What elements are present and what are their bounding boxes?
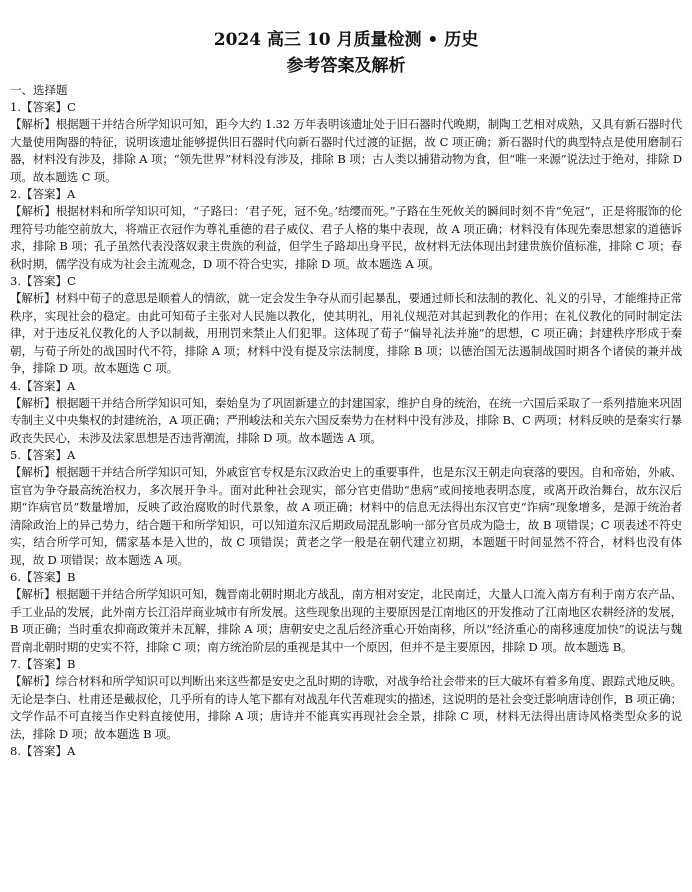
answer-line: 3.【答案】C (10, 274, 76, 288)
page-subtitle: 参考答案及解析 (286, 56, 406, 76)
answer-line: 6.【答案】B (10, 570, 76, 584)
question-3 (10, 273, 682, 378)
answer-line: 4.【答案】A (10, 378, 76, 393)
question-6 (10, 569, 682, 656)
question-7 (10, 656, 682, 743)
answer-line: 7.【答案】B (10, 657, 76, 671)
explanation-paragraph: 【解析】根据题干并结合所学知识可知，距今大约 1.32 万年表明该遗址处于旧石器时代晚期，制陶工艺相对成熟，又具有新石器时代大量使用陶器的特征，说明该遗址能够提供旧石器时代向新石器时代过渡的证据，故 C 项正确；新石器时代的典型特点是使用磨制石器，材料没有涉及，排除 A 项；“领先世界”材料没有涉及，排除 B 项；古人类以捕猎动物为食，但“唯一来源”说法过于绝对，排除 D 项。故本题选 C 项。 (10, 117, 682, 184)
explanation-paragraph: 【解析】根据材料和所学知识可知，“子路曰：‘君子死，冠不免。’结缨而死。”子路在生死攸关的瞬间时刻不肯“免冠”，正是将服饰的伦理符号功能空前放大，将端正衣冠作为尊礼重德的君子威仪、君子人格的集中表现，故 A 项正确；材料没有体现先秦思想家的道德诉求，排除 B 项；孔子虽然代表没落奴隶主贵族的利益，但学生子路却出身平民，故材料无法体现出封建贵族价值标准，排除 C 项；春秋时期，儒学没有成为社会主流观念，D 项不符合史实，排除 D 项。故本题选 A 项。 (10, 204, 682, 271)
section-title: 一、选择题 (10, 83, 68, 97)
page-title: 2024 高三 10 月质量检测 • 历史 (213, 30, 479, 50)
answer-line: 2.【答案】A (10, 187, 76, 201)
question-4 (10, 378, 682, 448)
answer-line: 1.【答案】C (10, 100, 76, 114)
explanation-paragraph: 【解析】根据题干并结合所学知识可知，秦始皇为了巩固新建立的封建国家，维护自身的统治，在统一六国后采取了一系列措施来巩固专制主义中央集权的封建统治，A 项正确；严刑峻法和关东六国反秦势力在材料中没有涉及，排除 B、C 两项；材料反映的是秦实行暴政丧失民心，未涉及法家思想是否违背潮流，排除 D 项。故本题选 A 项。 (10, 395, 682, 445)
question-5 (10, 447, 682, 569)
answer-line: 8.【答案】A (10, 744, 76, 758)
question-1 (10, 99, 682, 186)
explanation-paragraph: 【解析】根据题干并结合所学知识可知，魏晋南北朝时期北方战乱，南方相对安定，北民南迁，大量人口流入南方有利于南方农产品、手工业品的发展，此外南方长江沿岸商业城市有所发展。这些现象出现的主要原因是江南地区的开发推动了江南地区农耕经济的发展，B 项正确；当时重农抑商政策并未瓦解，排除 A 项；唐朝安史之乱后经济重心开始南移，所以“经济重心的南移速度加快”的说法与魏晋南北朝时期的史实不符，排除 C 项；南方统治阶层的重视是其中一个原因，但并不是主要原因，排除 D 项。故本题选 B。 (10, 587, 682, 654)
explanation-paragraph: 【解析】根据题干并结合所学知识可知，外戚宦官专权是东汉政治史上的重要事件，也是东汉王朝走向衰落的要因。自和帝始，外戚、宦官为争夺最高统治权力，多次展开争斗。面对此种社会现实，部分官吏借助“患病”或间接地表明态度，或离开政治舞台，故东汉后期“诈病官员”数量增加，反映了政治腐败的时代景象，故 A 项正确；材料中的信息无法得出东汉官吏“诈病”现象增多，是源于统治者清除政治上的异己势力，结合题干和所学知识，可以知道东汉后期政局混乱影响一部分官员成为隐士，故 B 项错误；C 项表述不符史实，结合所学可知，儒家基本是入世的，故 C 项错误；黄老之学一般是在朝代建立初期，本题题干时间显然不符合，材料也没有体现，故 D 项错误；故本题选 A 项。 (10, 465, 682, 567)
question-2 (10, 186, 682, 273)
question-8 (10, 743, 682, 760)
answer-line: 5.【答案】A (10, 448, 76, 462)
explanation-paragraph: 【解析】材料中荀子的意思是顺着人的情欲，就一定会发生争夺从而引起暴乱，要通过师长和法制的教化、礼义的引导，才能维持正常秩序，实现社会的稳定。由此可知荀子主张对人民施以教化，使其明礼，用礼仪规范对其起到教化的作用；在礼仪教化的同时制定法律，对于违反礼仪教化的人予以制裁，用刑罚来禁止人们犯罪。这体现了荀子“偏导礼法并施”的思想，C 项正确；封建秩序形成于秦朝，与荀子所处的战国时代不符，排除 A 项；材料中没有提及宗法制度，排除 B 项；以德治国无法遏制战国时期各个诸侯的兼并战争，排除 D 项。故本题选 C 项。 (10, 291, 682, 375)
explanation-paragraph: 【解析】综合材料和所学知识可以判断出来这些都是安史之乱时期的诗歌，对战争给社会带来的巨大破坏有着多角度、跟踪式地反映。无论是李白、杜甫还是戴叔伦，几乎所有的诗人笔下都有对战乱年代苦难现实的描述，这说明的是社会变迁影响唐诗创作，B 项正确；文学作品不可直接当作史料直接使用，排除 A 项；唐诗并不能真实再现社会全景，排除 C 项，材料无法得出唐诗风格类型众多的说法，排除 D 项；故本题选 B 项。 (10, 674, 682, 741)
